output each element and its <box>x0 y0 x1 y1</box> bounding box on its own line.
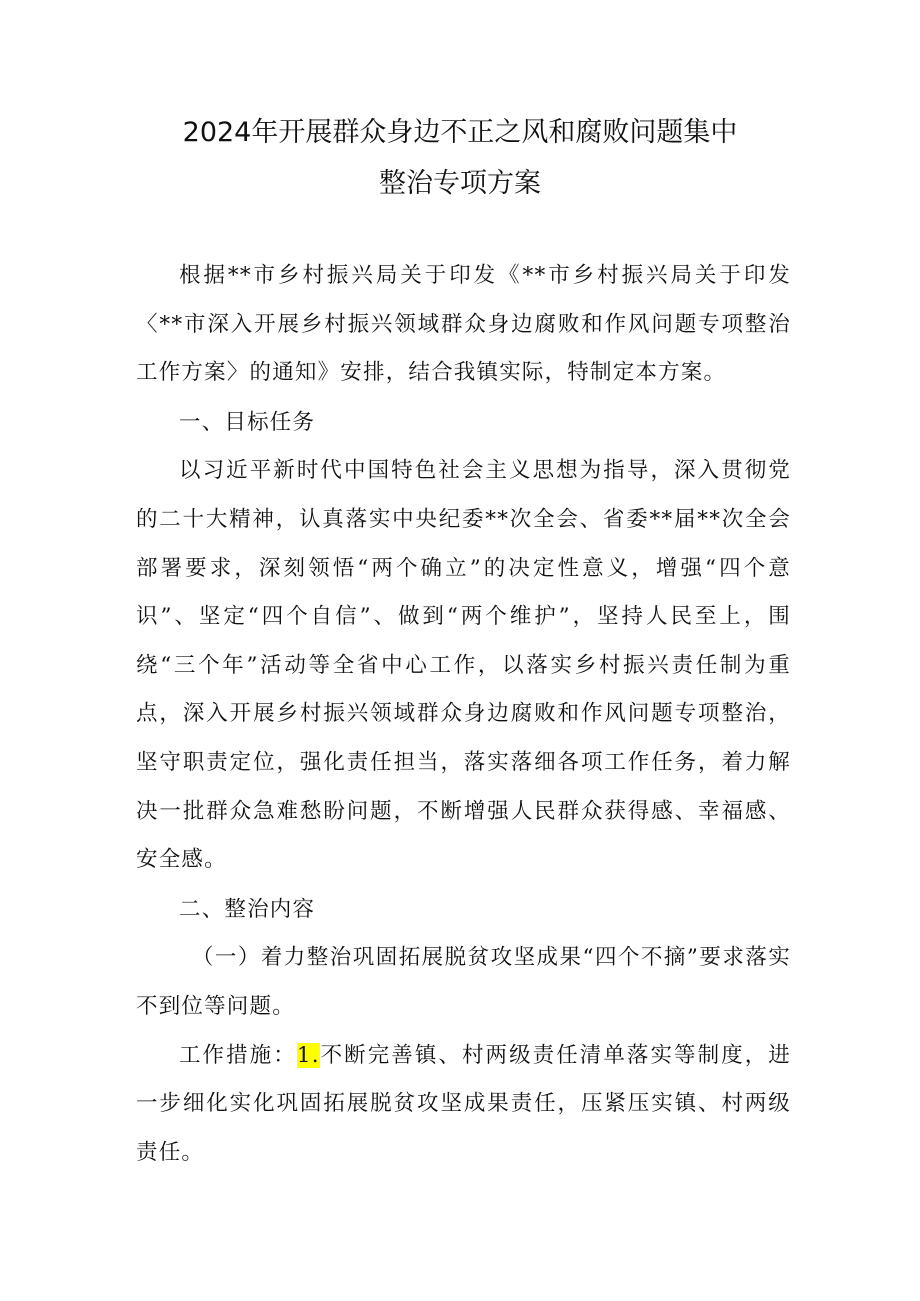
section-heading-goals: 一、目标任务 <box>179 409 316 435</box>
highlighted-item-number: 1. <box>296 1042 320 1068</box>
document-title-line-2: 整治专项方案 <box>379 168 541 199</box>
goals-paragraph: 以习近平新时代中国特色社会主义思想为指导，深入贯彻党的二十大精神，认真落实中央纪委**次全会、省委**届**次全会部署要求，深刻领悟“两个确立”的决定性意义，增强“四个意识”、坚定“四个自信”、做到“两个维护”，坚持人民至上，围绕“三个年”活动等全省中心工作，以落实乡村振兴责任制为重点，深入开展乡村振兴领域群众身边腐败和作风问题专项整治，坚守职责定位，强化责任担当，落实落细各项工作任务，着力解决一批群众急难愁盼问题，不断增强人民群众获得感、幸福感、安全感。 <box>136 458 791 873</box>
measures-text: 不断完善镇、村两级责任清单落实等制度，进一步细化实化巩固拓展脱贫攻坚成果责任，压紧压实镇、村两级责任。 <box>136 1042 791 1165</box>
section-heading-content: 二、整治内容 <box>179 896 316 922</box>
subsection-1-paragraph: （一）着力整治巩固拓展脱贫攻坚成果“四个不摘”要求落实不到位等问题。 <box>136 945 791 1019</box>
document-title-line-1: 2024年开展群众身边不正之风和腐败问题集中 <box>182 117 738 148</box>
intro-paragraph: 根据**市乡村振兴局关于印发《**市乡村振兴局关于印发〈**市深入开展乡村振兴领域群众身边腐败和作风问题专项整治工作方案〉的通知》安排，结合我镇实际，特制定本方案。 <box>136 263 791 386</box>
measures-label: 工作措施： <box>179 1042 297 1068</box>
document-body <box>136 252 791 1177</box>
measures-paragraph <box>136 1032 791 1178</box>
